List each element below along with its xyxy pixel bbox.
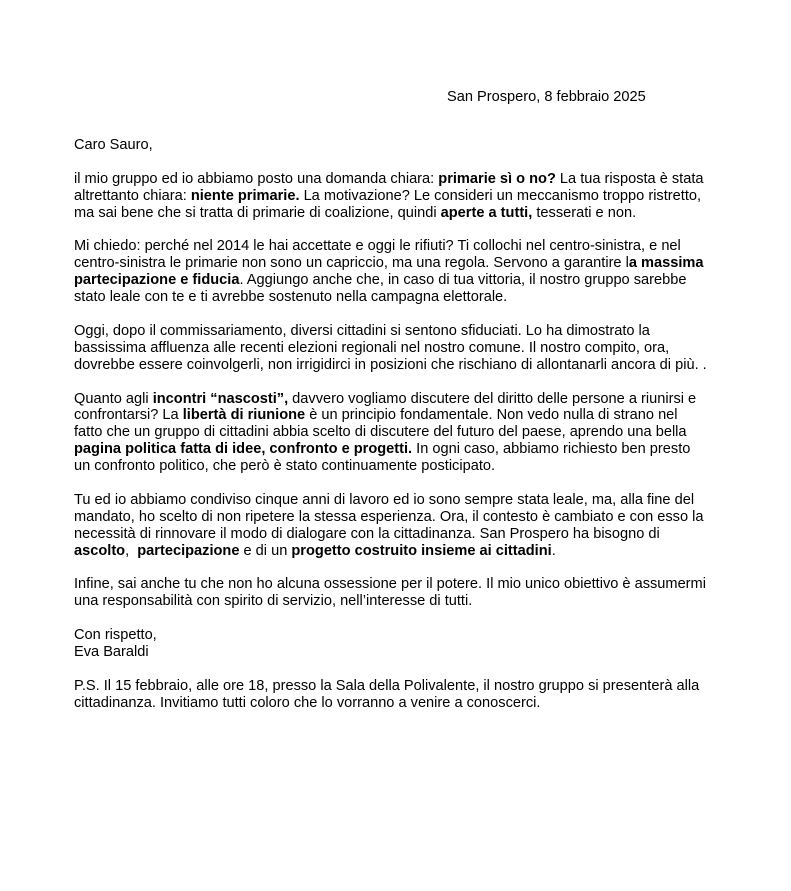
text-run: ma sai bene che si tratta di primarie di coalizione, quindi	[74, 204, 441, 221]
greeting	[74, 137, 724, 154]
text-run: davvero vogliamo discutere del diritto delle persone a riunirsi e	[288, 390, 697, 407]
bold-text: primarie sì o no?	[438, 170, 556, 187]
bold-text: ascolto	[74, 542, 126, 559]
paragraph-line: stato leale con te e ti avrebbe sostenuto nella campagna elettorale.	[74, 289, 508, 306]
paragraph-line	[74, 171, 724, 188]
bold-text: a massima	[628, 255, 704, 272]
paragraph-meetings	[74, 391, 724, 476]
paragraph-line	[74, 272, 724, 289]
closing-text: Con rispetto,	[74, 627, 157, 644]
paragraph-line: dovrebbe essere coinvolgerli, non irrigidirci in posizioni che rischiano di allontanarli ancora di più. .	[74, 356, 707, 373]
bold-text: incontri “nascosti”,	[152, 390, 289, 407]
text-run: e di un	[239, 542, 292, 559]
paragraph-final	[74, 576, 724, 610]
paragraph-line: una responsabilità con spirito di servizio, nell’interesse di tutti.	[74, 593, 473, 610]
paragraph-line: bassissima affluenza alle recenti elezioni regionali nel nostro comune. Il nostro compito, ora,	[74, 339, 670, 356]
paragraph-line: un confronto politico, che però è stato continuamente posticipato.	[74, 458, 496, 475]
text-run: tesserati e non.	[532, 204, 637, 221]
place-date: San Prospero, 8 febbraio 2025	[447, 89, 646, 105]
text-run: In ogni caso, abbiamo richiesto ben presto	[412, 441, 691, 458]
bold-text: partecipazione e fiducia	[74, 272, 240, 289]
paragraph-line	[74, 205, 724, 222]
letter-body	[74, 137, 724, 729]
bold-text: partecipazione	[137, 542, 240, 559]
paragraph-line	[74, 188, 724, 205]
bold-text: aperte a tutti,	[440, 204, 533, 221]
text-run: centro-sinistra le primarie non sono un capriccio, ma una regola. Servono a garantire l	[74, 255, 629, 272]
closing-block	[74, 627, 724, 661]
text-run: La motivazione? Le consideri un meccanismo troppo ristretto,	[299, 187, 702, 204]
greeting-text: Caro Sauro,	[74, 137, 153, 153]
paragraph-line: Tu ed io abbiamo condiviso cinque anni di lavoro ed io sono sempre stata leale, ma, alla fine del	[74, 491, 695, 508]
paragraph-line	[74, 441, 724, 458]
text-run: ,	[125, 542, 138, 559]
text-run: è un principio fondamentale. Non vedo nulla di strano nel	[305, 407, 678, 424]
paragraph-line: fatto che un gruppo di cittadini abbia scelto di discutere del futuro del paese, aprendo una bella	[74, 424, 687, 441]
text-run: altrettanto chiara:	[74, 187, 191, 204]
paragraph-line: Mi chiedo: perché nel 2014 le hai accettate e oggi le rifiuti? Ti collochi nel centro-sinistra, e nel	[74, 238, 681, 255]
paragraph-line	[74, 543, 724, 560]
text-run: .	[551, 542, 556, 559]
paragraph-commissioner	[74, 323, 724, 374]
bold-text: pagina politica fatta di idee, confronto e progetti.	[74, 441, 413, 458]
paragraph-question	[74, 238, 724, 306]
paragraph-line: P.S. Il 15 febbraio, alle ore 18, presso la Sala della Polivalente, il nostro gruppo si presenterà alla	[74, 677, 700, 694]
bold-text: progetto costruito insieme ai cittadini	[291, 542, 552, 559]
paragraph-shared-work	[74, 492, 724, 560]
paragraph-line: mandato, ho scelto di non ripetere la stessa esperienza. Ora, il contesto è cambiato e con esso la	[74, 508, 704, 525]
text-run: . Aggiungo anche che, in caso di tua vittoria, il nostro gruppo sarebbe	[239, 272, 687, 289]
text-run: Quanto agli	[74, 390, 153, 407]
paragraph-line: Oggi, dopo il commissariamento, diversi cittadini si sentono sfiduciati. Lo ha dimostrato la	[74, 322, 650, 339]
text-run: confrontarsi? La	[74, 407, 183, 424]
paragraph-line: cittadinanza. Invitiamo tutti coloro che lo vorranno a venire a conoscerci.	[74, 694, 541, 711]
text-run: La tua risposta è stata	[555, 170, 704, 187]
paragraph-line: necessità di rinnovare il modo di dialogare con la cittadinanza. San Prospero ha bisogno di	[74, 525, 660, 542]
paragraph-primaries	[74, 171, 724, 222]
bold-text: libertà di riunione	[182, 407, 306, 424]
text-run: il mio gruppo ed io abbiamo posto una domanda chiara:	[74, 170, 439, 187]
paragraph-line	[74, 255, 724, 272]
postscript	[74, 678, 724, 712]
paragraph-line	[74, 407, 724, 424]
bold-text: niente primarie.	[190, 187, 300, 204]
paragraph-line	[74, 391, 724, 408]
signature-name: Eva Baraldi	[74, 644, 149, 661]
paragraph-line: Infine, sai anche tu che non ho alcuna ossessione per il potere. Il mio unico obiettivo è assumermi	[74, 576, 706, 593]
